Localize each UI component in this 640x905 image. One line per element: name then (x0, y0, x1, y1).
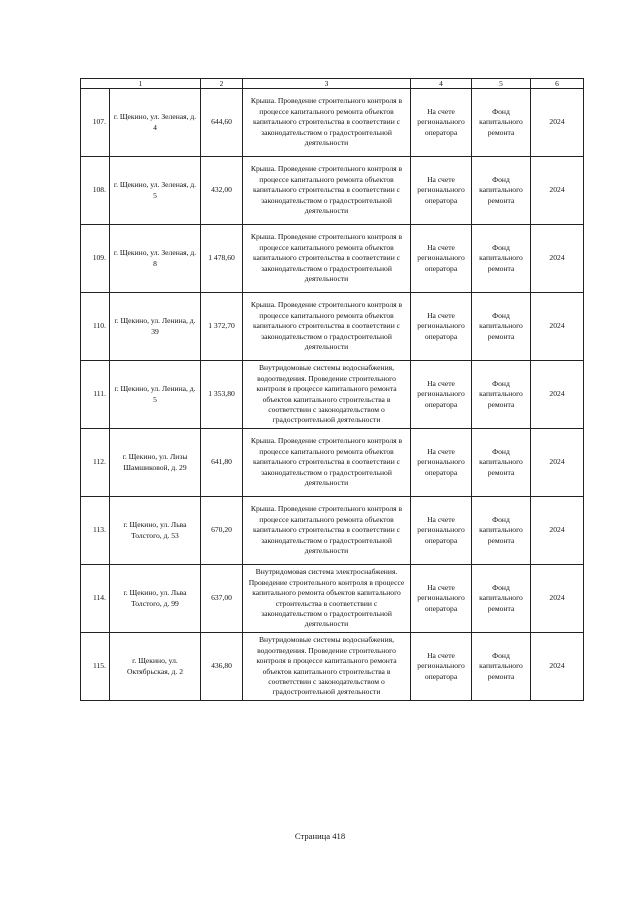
account-cell: На счете регионального оператора (411, 361, 472, 429)
table-row (81, 89, 584, 157)
funding-source-cell: Фонд капитального ремонта (472, 361, 531, 429)
year-cell: 2024 (531, 497, 584, 565)
account-cell: На счете регионального оператора (411, 565, 472, 633)
funding-source-cell: Фонд капитального ремонта (472, 429, 531, 497)
work-description-cell: Внутридомовые системы водоснабжения, водоотведения. Проведение строительного контроля в процессе капитального ремонта объектов капитального строительства в соответствии с законодательством о градостроительной деятельности (243, 633, 411, 701)
header-cell-5: 5 (472, 79, 531, 89)
header-cell-1: 1 (81, 79, 201, 89)
header-cell-3: 3 (243, 79, 411, 89)
row-number-cell: 111. (81, 361, 110, 429)
work-description-cell: Крыша. Проведение строительного контроля в процессе капитального ремонта объектов капитального строительства в соответствии с законодательством о градостроительной деятельности (243, 89, 411, 157)
table-row (81, 429, 584, 497)
year-cell: 2024 (531, 361, 584, 429)
area-cell: 1 353,80 (201, 361, 243, 429)
header-cell-6: 6 (531, 79, 584, 89)
row-number-cell: 112. (81, 429, 110, 497)
area-cell: 1 478,60 (201, 225, 243, 293)
year-cell: 2024 (531, 157, 584, 225)
table-row (81, 497, 584, 565)
row-number-cell: 108. (81, 157, 110, 225)
area-cell: 641,80 (201, 429, 243, 497)
area-cell: 1 372,70 (201, 293, 243, 361)
row-number-cell: 113. (81, 497, 110, 565)
year-cell: 2024 (531, 293, 584, 361)
address-cell: г. Щекино, ул. Льва Толстого, д. 99 (110, 565, 201, 633)
funding-source-cell: Фонд капитального ремонта (472, 89, 531, 157)
funding-source-cell: Фонд капитального ремонта (472, 225, 531, 293)
area-cell: 436,80 (201, 633, 243, 701)
address-cell: г. Щекино, ул. Октябрьская, д. 2 (110, 633, 201, 701)
account-cell: На счете регионального оператора (411, 293, 472, 361)
area-cell: 670,20 (201, 497, 243, 565)
work-description-cell: Крыша. Проведение строительного контроля в процессе капитального ремонта объектов капитального строительства в соответствии с законодательством о градостроительной деятельности (243, 157, 411, 225)
account-cell: На счете регионального оператора (411, 89, 472, 157)
table-row (81, 633, 584, 701)
work-description-cell: Крыша. Проведение строительного контроля в процессе капитального ремонта объектов капитального строительства в соответствии с законодательством о градостроительной деятельности (243, 225, 411, 293)
address-cell: г. Щекино, ул. Зеленая, д. 8 (110, 225, 201, 293)
funding-source-cell: Фонд капитального ремонта (472, 633, 531, 701)
row-number-cell: 110. (81, 293, 110, 361)
table-row (81, 565, 584, 633)
row-number-cell: 109. (81, 225, 110, 293)
address-cell: г. Щекино, ул. Зеленая, д. 4 (110, 89, 201, 157)
funding-source-cell: Фонд капитального ремонта (472, 565, 531, 633)
header-cell-2: 2 (201, 79, 243, 89)
year-cell: 2024 (531, 565, 584, 633)
funding-source-cell: Фонд капитального ремонта (472, 497, 531, 565)
work-description-cell: Внутридомовые системы водоснабжения, водоотведения. Проведение строительного контроля в процессе капитального ремонта объектов капитального строительства в соответствии с законодательством о градостроительной деятельности (243, 361, 411, 429)
account-cell: На счете регионального оператора (411, 633, 472, 701)
address-cell: г. Щекино, ул. Зеленая, д. 5 (110, 157, 201, 225)
row-number-cell: 107. (81, 89, 110, 157)
account-cell: На счете регионального оператора (411, 157, 472, 225)
address-cell: г. Щекино, ул. Льва Толстого, д. 53 (110, 497, 201, 565)
area-cell: 432,00 (201, 157, 243, 225)
work-description-cell: Внутридомовая система электроснабжения. Проведение строительного контроля в процессе капитального ремонта объектов капитального строительства в соответствии с законодательством о градостроительной деятельности (243, 565, 411, 633)
year-cell: 2024 (531, 429, 584, 497)
year-cell: 2024 (531, 633, 584, 701)
table-row (81, 361, 584, 429)
row-number-cell: 114. (81, 565, 110, 633)
work-description-cell: Крыша. Проведение строительного контроля в процессе капитального ремонта объектов капитального строительства в соответствии с законодательством о градостроительной деятельности (243, 293, 411, 361)
row-number-cell: 115. (81, 633, 110, 701)
year-cell: 2024 (531, 89, 584, 157)
table-body (81, 79, 584, 701)
account-cell: На счете регионального оператора (411, 225, 472, 293)
header-cell-4: 4 (411, 79, 472, 89)
table-row (81, 225, 584, 293)
page-number: Страница 418 (294, 831, 346, 841)
funding-source-cell: Фонд капитального ремонта (472, 157, 531, 225)
year-cell: 2024 (531, 225, 584, 293)
address-cell: г. Щекино, ул. Лизы Шамшиковой, д. 29 (110, 429, 201, 497)
work-description-cell: Крыша. Проведение строительного контроля в процессе капитального ремонта объектов капитального строительства в соответствии с законодательством о градостроительной деятельности (243, 497, 411, 565)
address-cell: г. Щекино, ул. Ленина, д. 5 (110, 361, 201, 429)
works-table (80, 78, 584, 701)
header-row (81, 79, 584, 89)
account-cell: На счете регионального оператора (411, 429, 472, 497)
account-cell: На счете регионального оператора (411, 497, 472, 565)
work-description-cell: Крыша. Проведение строительного контроля в процессе капитального ремонта объектов капитального строительства в соответствии с законодательством о градостроительной деятельности (243, 429, 411, 497)
table-row (81, 293, 584, 361)
address-cell: г. Щекино, ул. Ленина, д. 39 (110, 293, 201, 361)
area-cell: 644,60 (201, 89, 243, 157)
funding-source-cell: Фонд капитального ремонта (472, 293, 531, 361)
table-row (81, 157, 584, 225)
area-cell: 637,00 (201, 565, 243, 633)
